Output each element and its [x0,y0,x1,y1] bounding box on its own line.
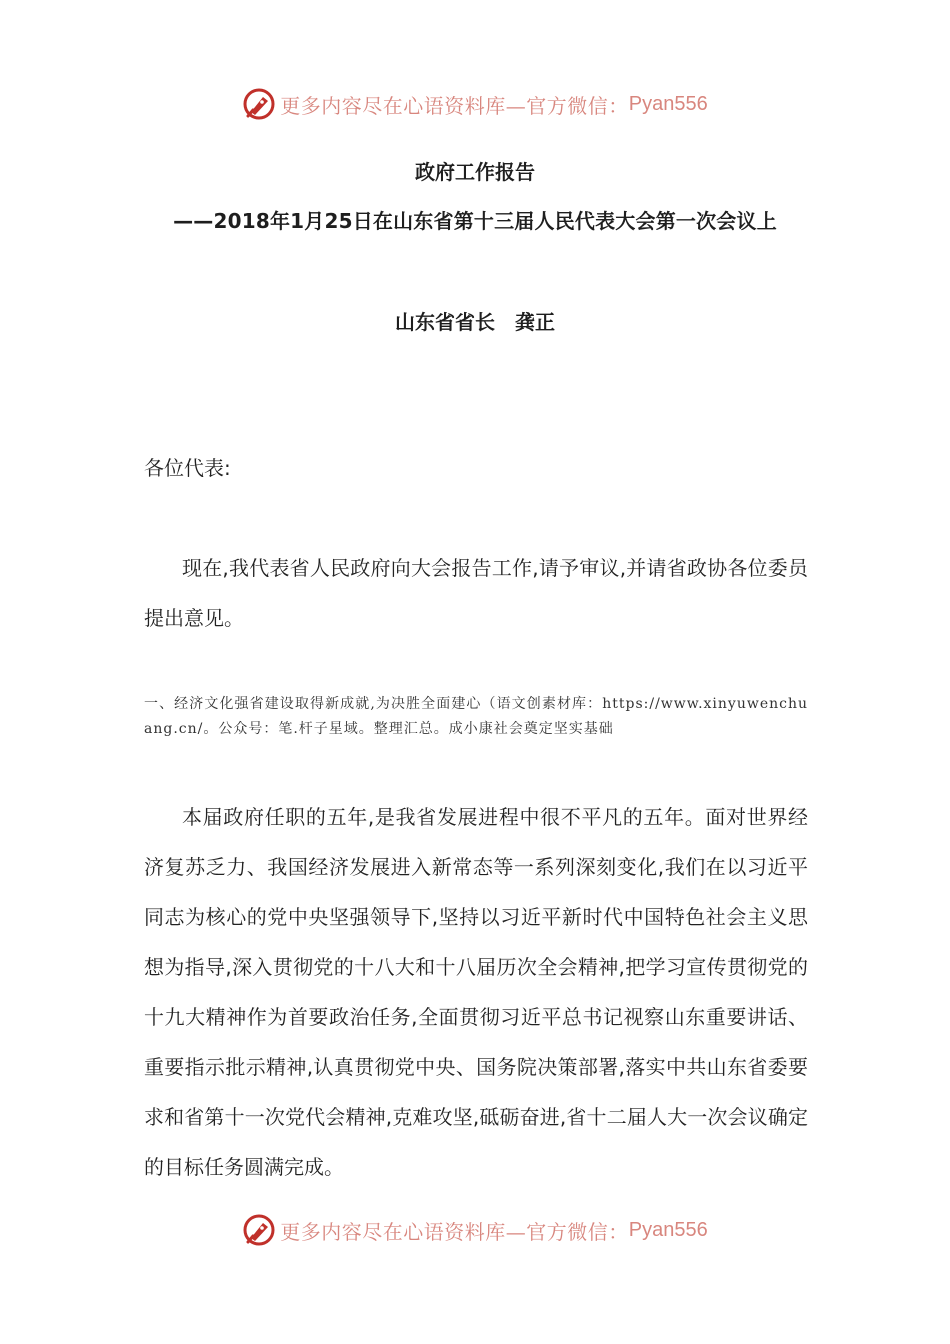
pen-nib-circle-icon [242,87,276,121]
section-heading: 一、经济文化强省建设取得新成就,为决胜全面建心（语文创素材库：https://www.xinyuwenchuang.cn/。公众号：笔.杆子星域。整理汇总。成小康社会奠定坚实基础 [144,696,808,737]
greeting: 各位代表: [144,456,231,480]
watermark-text: 更多内容尽在心语资料库—官方微信： [280,93,629,118]
document-title: 政府工作报告 [415,160,535,184]
header-watermark [0,82,950,126]
document-author: 山东省省长 龚正 [395,310,555,334]
footer-watermark [0,1208,950,1252]
watermark-handle: Pyan556 [628,1218,708,1241]
watermark-handle: Pyan556 [628,92,708,115]
pen-nib-circle-icon [242,1213,276,1247]
paragraph-1: 现在,我代表省人民政府向大会报告工作,请予审议,并请省政协各位委员提出意见。 [144,556,808,630]
paragraph-2: 本届政府任职的五年,是我省发展进程中很不平凡的五年。面对世界经济复苏乏力、我国经济发展进入新常态等一系列深刻变化,我们在以习近平同志为核心的党中央坚强领导下,坚持以习近平新时代中国特色社会主义思想为指导,深入贯彻党的十八大和十八届历次全会精神,把学习宣传贯彻党的十九大精神作为首要政治任务,全面贯彻习近平总书记视察山东重要讲话、重要指示批示精神,认真贯彻党中央、国务院决策部署,落实中共山东省委要求和省第十一次党代会精神,克难攻坚,砥砺奋进,省十二届人大一次会议确定的目标任务圆满完成。 [144,805,808,1179]
document-subtitle: ——2018年1月25日在山东省第十三届人民代表大会第一次会议上 [173,209,777,233]
watermark-text: 更多内容尽在心语资料库—官方微信： [280,1219,629,1244]
